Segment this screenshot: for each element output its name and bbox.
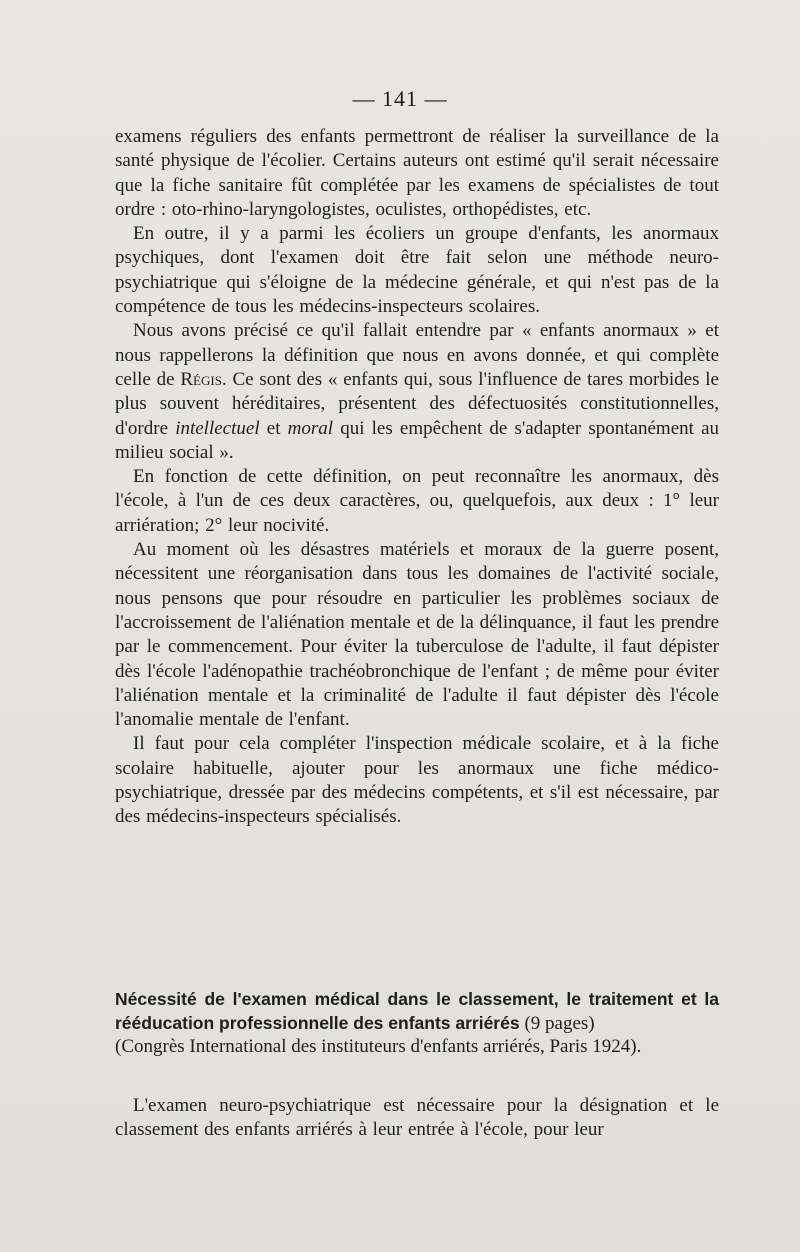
italic-intellectuel: intellectuel	[175, 417, 260, 439]
paragraph-3-text-b: . Ce sont des « enfants qui, sous l'influence de tares morbides le plus souvent héréditaires, présentent des défectuosités constitutionnelles, d'ordre	[115, 368, 719, 439]
section-title-text: Nécessité de l'examen médical dans le classement, le traitement et la rééducation professionnelle des enfants arriérés	[115, 989, 719, 1033]
paragraph-5	[115, 538, 719, 732]
paragraph-3-text-d: qui les empêchent de s'adapter spontanément au milieu social ».	[115, 417, 719, 463]
section-pages-note: (9 pages)	[524, 1012, 595, 1034]
paragraph-3-text-c: et	[259, 417, 288, 439]
section-heading-block	[115, 988, 719, 1059]
paragraph-1-text: examens réguliers des enfants permettront de réaliser la surveillance de la santé physique de l'écolier. Certains auteurs ont estimé qu'il serait nécessaire que la fiche sanitaire fût complétée par les examens de spécialistes de tout ordre : oto-rhino-laryngologistes, oculistes, orthopédistes, etc.	[115, 126, 719, 220]
paragraph-5-text: Au moment où les désastres matériels et moraux de la guerre posent, nécessitent une réorganisation dans tous les domaines de l'activité sociale, nous pensons que pour résoudre en particulier les problèmes sociaux de l'accroissement de l'aliénation mentale et de la délinquance, il faut les prendre par le commencement. Pour éviter la tuberculose de l'adulte, il faut dépister dès l'école l'adénopathie trachéobronchique de l'enfant ; de même pour éviter l'aliénation mentale et la criminalité de l'adulte il faut dépister dès l'école l'anomalie mentale de l'enfant.	[115, 539, 719, 731]
paragraph-6	[115, 732, 719, 829]
paragraph-6-text: Il faut pour cela compléter l'inspection médicale scolaire, et à la fiche scolaire habituelle, ajouter pour les anormaux une fiche médico-psychiatrique, dressée par des médecins compétents, et s'il est nécessaire, par des médecins-inspecteurs spécialisés.	[115, 733, 719, 828]
paragraph-2-text: En outre, il y a parmi les écoliers un groupe d'enfants, les anormaux psychiques, dont l'examen doit être fait selon une méthode neuro-psychiatrique qui s'éloigne de la médecine générale, et qui n'est pas de la compétence de tous les médecins-inspecteurs scolaires.	[115, 223, 719, 318]
paragraph-3	[115, 319, 719, 465]
author-name-regis: Régis	[180, 368, 222, 390]
paragraph-1	[115, 125, 719, 222]
final-text	[115, 1094, 719, 1143]
page-number: — 141 —	[352, 86, 448, 111]
paragraph-2	[115, 222, 719, 319]
paragraph-4	[115, 465, 719, 538]
paragraph-4-text: En fonction de cette définition, on peut reconnaître les anormaux, dès l'école, à l'un de ces deux caractères, ou, quelquefois, aux deux : 1° leur arriération; 2° leur nocivité.	[115, 466, 719, 536]
section-subtitle: (Congrès International des instituteurs d'enfants arriérés, Paris 1924).	[115, 1036, 642, 1057]
paragraph-3-text-a: Nous avons précisé ce qu'il fallait entendre par « enfants anormaux » et nous rappellerons la définition que nous en avons donnée, et qui complète celle de	[115, 320, 719, 390]
body-text	[115, 125, 719, 830]
italic-moral: moral	[287, 417, 334, 439]
final-paragraph: L'examen neuro-psychiatrique est nécessaire pour la désignation et le classement des enfants arriérés à leur entrée à l'école, pour leur	[115, 1095, 719, 1141]
section-title	[115, 988, 719, 1035]
